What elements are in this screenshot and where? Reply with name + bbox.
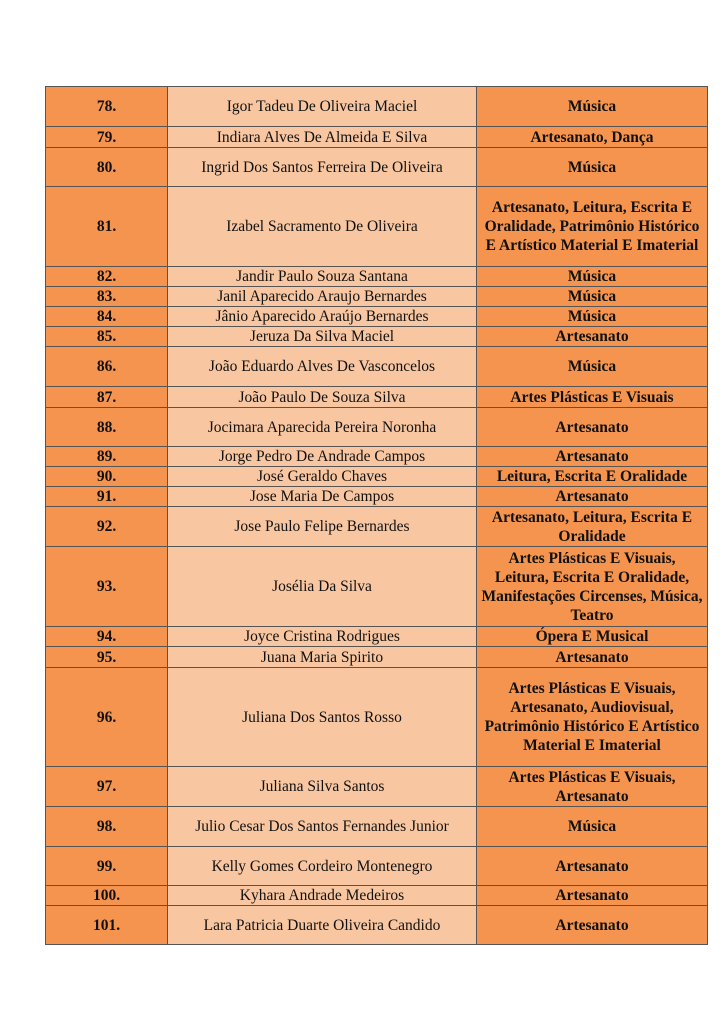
person-name: Jose Paulo Felipe Bernardes xyxy=(168,507,477,547)
person-name: Joyce Cristina Rodrigues xyxy=(168,627,477,647)
row-number: 92. xyxy=(46,507,168,547)
row-number: 85. xyxy=(46,327,168,347)
person-name: João Eduardo Alves De Vasconcelos xyxy=(168,347,477,387)
person-name: Igor Tadeu De Oliveira Maciel xyxy=(168,87,477,127)
person-name: Jeruza Da Silva Maciel xyxy=(168,327,477,347)
person-name: Izabel Sacramento De Oliveira xyxy=(168,187,477,267)
table-row xyxy=(46,267,708,287)
art-area: Música xyxy=(477,307,708,327)
table-row xyxy=(46,627,708,647)
table-row xyxy=(46,307,708,327)
table-row xyxy=(46,668,708,767)
table-row xyxy=(46,127,708,148)
art-area: Música xyxy=(477,807,708,847)
table-row xyxy=(46,547,708,627)
art-area: Música xyxy=(477,347,708,387)
art-area: Artesanato xyxy=(477,647,708,668)
person-name: Indiara Alves De Almeida E Silva xyxy=(168,127,477,148)
roster-table xyxy=(45,86,708,945)
row-number: 88. xyxy=(46,408,168,447)
person-name: Kelly Gomes Cordeiro Montenegro xyxy=(168,847,477,886)
table-row xyxy=(46,886,708,906)
row-number: 84. xyxy=(46,307,168,327)
person-name: Janil Aparecido Araujo Bernardes xyxy=(168,287,477,307)
row-number: 96. xyxy=(46,668,168,767)
table-row xyxy=(46,807,708,847)
row-number: 101. xyxy=(46,906,168,945)
art-area: Artesanato xyxy=(477,847,708,886)
table-row xyxy=(46,467,708,487)
person-name: Jocimara Aparecida Pereira Noronha xyxy=(168,408,477,447)
art-area: Música xyxy=(477,148,708,187)
row-number: 91. xyxy=(46,487,168,507)
art-area: Artesanato xyxy=(477,408,708,447)
row-number: 99. xyxy=(46,847,168,886)
row-number: 83. xyxy=(46,287,168,307)
person-name: Juliana Silva Santos xyxy=(168,767,477,807)
art-area: Artesanato, Dança xyxy=(477,127,708,148)
table-row xyxy=(46,327,708,347)
person-name: Jose Maria De Campos xyxy=(168,487,477,507)
art-area: Artesanato, Leitura, Escrita E Oralidade xyxy=(477,507,708,547)
table-row xyxy=(46,408,708,447)
table-row xyxy=(46,767,708,807)
row-number: 87. xyxy=(46,387,168,408)
row-number: 86. xyxy=(46,347,168,387)
table-row xyxy=(46,507,708,547)
row-number: 80. xyxy=(46,148,168,187)
table-row xyxy=(46,447,708,467)
row-number: 82. xyxy=(46,267,168,287)
table-row xyxy=(46,847,708,886)
art-area: Artes Plásticas E Visuais, Leitura, Escrita E Oralidade, Manifestações Circenses, Música, Teatro xyxy=(477,547,708,627)
row-number: 97. xyxy=(46,767,168,807)
art-area: Música xyxy=(477,287,708,307)
art-area: Artesanato xyxy=(477,906,708,945)
row-number: 90. xyxy=(46,467,168,487)
art-area: Artes Plásticas E Visuais, Artesanato xyxy=(477,767,708,807)
art-area: Artesanato xyxy=(477,327,708,347)
art-area: Artes Plásticas E Visuais xyxy=(477,387,708,408)
person-name: João Paulo De Souza Silva xyxy=(168,387,477,408)
row-number: 79. xyxy=(46,127,168,148)
art-area: Artesanato, Leitura, Escrita E Oralidade, Patrimônio Histórico E Artístico Material E Imaterial xyxy=(477,187,708,267)
table-row xyxy=(46,647,708,668)
art-area: Artesanato xyxy=(477,886,708,906)
person-name: Lara Patricia Duarte Oliveira Candido xyxy=(168,906,477,945)
row-number: 94. xyxy=(46,627,168,647)
person-name: Josélia Da Silva xyxy=(168,547,477,627)
person-name: José Geraldo Chaves xyxy=(168,467,477,487)
art-area: Leitura, Escrita E Oralidade xyxy=(477,467,708,487)
table-row xyxy=(46,487,708,507)
table-row xyxy=(46,906,708,945)
person-name: Jorge Pedro De Andrade Campos xyxy=(168,447,477,467)
person-name: Juliana Dos Santos Rosso xyxy=(168,668,477,767)
table-row xyxy=(46,387,708,408)
person-name: Jandir Paulo Souza Santana xyxy=(168,267,477,287)
row-number: 98. xyxy=(46,807,168,847)
art-area: Música xyxy=(477,267,708,287)
table-row xyxy=(46,87,708,127)
art-area: Artesanato xyxy=(477,487,708,507)
row-number: 81. xyxy=(46,187,168,267)
table-row xyxy=(46,347,708,387)
art-area: Ópera E Musical xyxy=(477,627,708,647)
person-name: Julio Cesar Dos Santos Fernandes Junior xyxy=(168,807,477,847)
row-number: 78. xyxy=(46,87,168,127)
art-area: Música xyxy=(477,87,708,127)
art-area: Artes Plásticas E Visuais, Artesanato, Audiovisual, Patrimônio Histórico E Artístico Material E Imaterial xyxy=(477,668,708,767)
person-name: Juana Maria Spirito xyxy=(168,647,477,668)
table-row xyxy=(46,287,708,307)
person-name: Kyhara Andrade Medeiros xyxy=(168,886,477,906)
table-row xyxy=(46,148,708,187)
art-area: Artesanato xyxy=(477,447,708,467)
row-number: 100. xyxy=(46,886,168,906)
row-number: 93. xyxy=(46,547,168,627)
row-number: 95. xyxy=(46,647,168,668)
row-number: 89. xyxy=(46,447,168,467)
table-row xyxy=(46,187,708,267)
person-name: Ingrid Dos Santos Ferreira De Oliveira xyxy=(168,148,477,187)
person-name: Jânio Aparecido Araújo Bernardes xyxy=(168,307,477,327)
